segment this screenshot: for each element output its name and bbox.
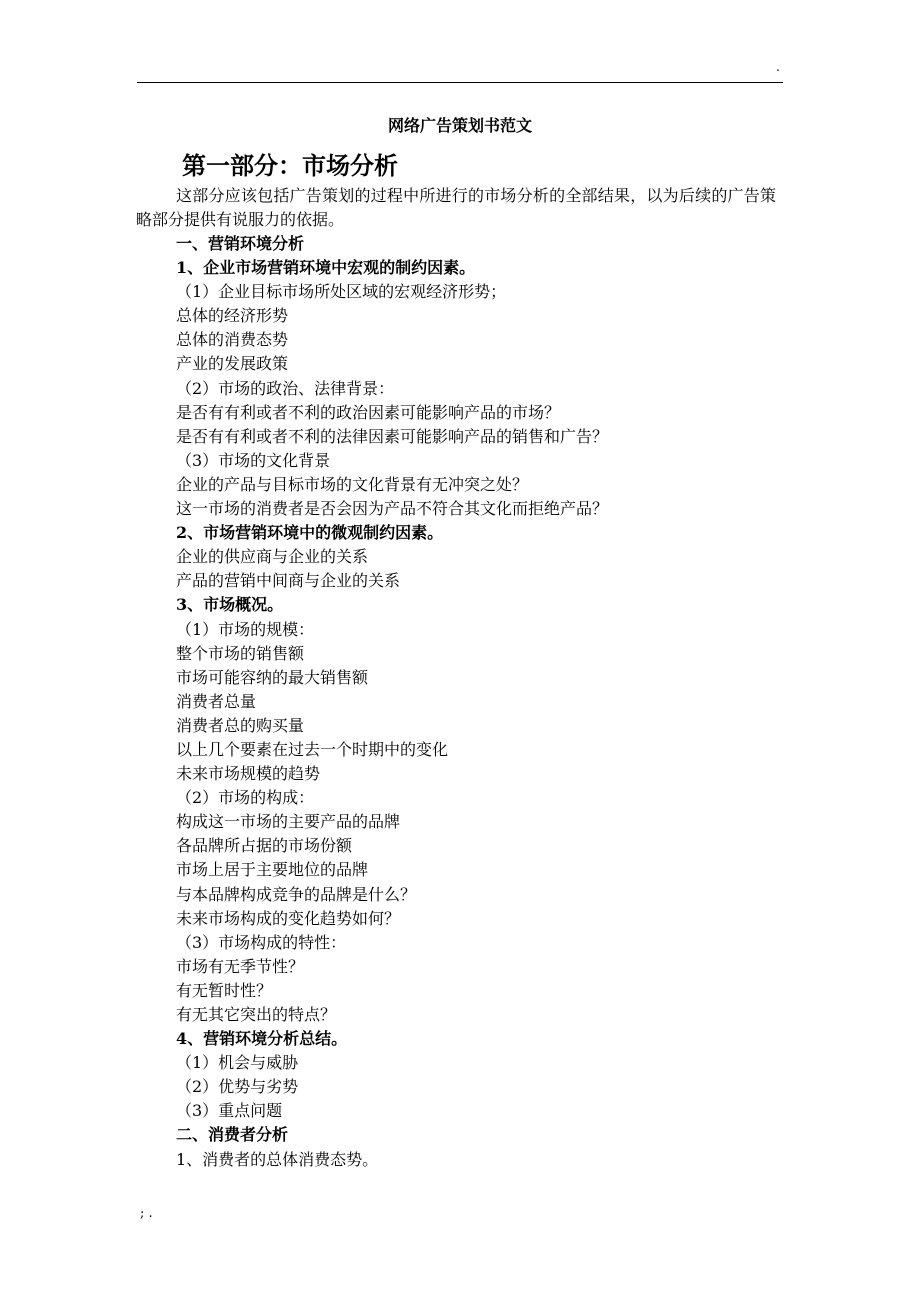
outline-item: （2）优势与劣势	[176, 1077, 299, 1097]
outline-item: 与本品牌构成竞争的品牌是什么？	[176, 884, 417, 904]
outline-item: （3）重点问题	[176, 1101, 283, 1121]
outline-item: （1）市场的规模：	[176, 619, 315, 639]
outline-item: 整个市场的销售额	[176, 643, 305, 663]
outline-item: 企业的产品与目标市场的文化背景有无冲突之处？	[176, 474, 529, 494]
outline-item: 未来市场构成的变化趋势如何？	[176, 908, 401, 928]
intro-paragraph: 这部分应该包括广告策划的过程中所进行的市场分析的全部结果，以为后续的广告策略部分提供有说服力的依据。	[136, 186, 776, 229]
outline-heading: 2、市场营销环境中的微观制约因素。	[176, 523, 444, 543]
outline-item: （2）市场的政治、法律背景：	[176, 378, 395, 398]
outline-item: 总体的消费态势	[176, 330, 289, 350]
outline-item: 以上几个要素在过去一个时期中的变化	[176, 739, 449, 759]
outline-item: 这一市场的消费者是否会因为产品不符合其文化而拒绝产品？	[176, 499, 609, 519]
outline-heading: 1、企业市场营销环境中宏观的制约因素。	[176, 258, 476, 278]
outline-item: 各品牌所占据的市场份额	[176, 836, 353, 856]
header-rule	[137, 82, 783, 83]
outline-heading: 二、消费者分析	[176, 1125, 289, 1145]
outline-item: 有无暂时性？	[176, 980, 273, 1000]
outline-item: （3）市场构成的特性：	[176, 932, 347, 952]
document-title: 网络广告策划书范文	[387, 116, 532, 135]
outline-item: 构成这一市场的主要产品的品牌	[176, 812, 401, 832]
outline-item: 产业的发展政策	[176, 354, 289, 374]
outline-heading: 一、营销环境分析	[176, 234, 305, 253]
outline-item: （2）市场的构成：	[176, 788, 315, 808]
intro-paragraph-block	[136, 184, 776, 232]
outline-item: 市场上居于主要地位的品牌	[176, 860, 369, 880]
outline-item: 企业的供应商与企业的关系	[176, 547, 369, 567]
outline-item: 是否有有利或者不利的法律因素可能影响产品的销售和广告？	[176, 426, 609, 446]
outline-item: 有无其它突出的特点？	[176, 1005, 337, 1024]
outline-item: 产品的营销中间商与企业的关系	[176, 571, 401, 591]
footer-mark: ; .	[140, 1206, 153, 1221]
outline-list	[176, 232, 608, 1172]
outline-heading: 3、市场概况。	[176, 595, 284, 615]
section-title: 第一部分：市场分析	[182, 151, 398, 180]
outline-item: （1）企业目标市场所处区域的宏观经济形势；	[176, 282, 507, 302]
outline-item: （3）市场的文化背景	[176, 450, 331, 470]
outline-item: 未来市场规模的趋势	[176, 764, 321, 784]
outline-item: 消费者总的购买量	[176, 715, 305, 735]
outline-item: 1、消费者的总体消费态势。	[176, 1149, 379, 1169]
outline-heading: 4、营销环境分析总结。	[176, 1029, 348, 1049]
header-mark: .	[776, 60, 780, 74]
outline-item: 消费者总量	[176, 691, 257, 711]
outline-item: 市场可能容纳的最大销售额	[176, 667, 369, 687]
outline-item: 总体的经济形势	[176, 306, 289, 326]
outline-item: 是否有有利或者不利的政治因素可能影响产品的市场？	[176, 402, 561, 422]
outline-item: 市场有无季节性？	[176, 956, 305, 976]
outline-item: （1）机会与威胁	[176, 1053, 299, 1073]
